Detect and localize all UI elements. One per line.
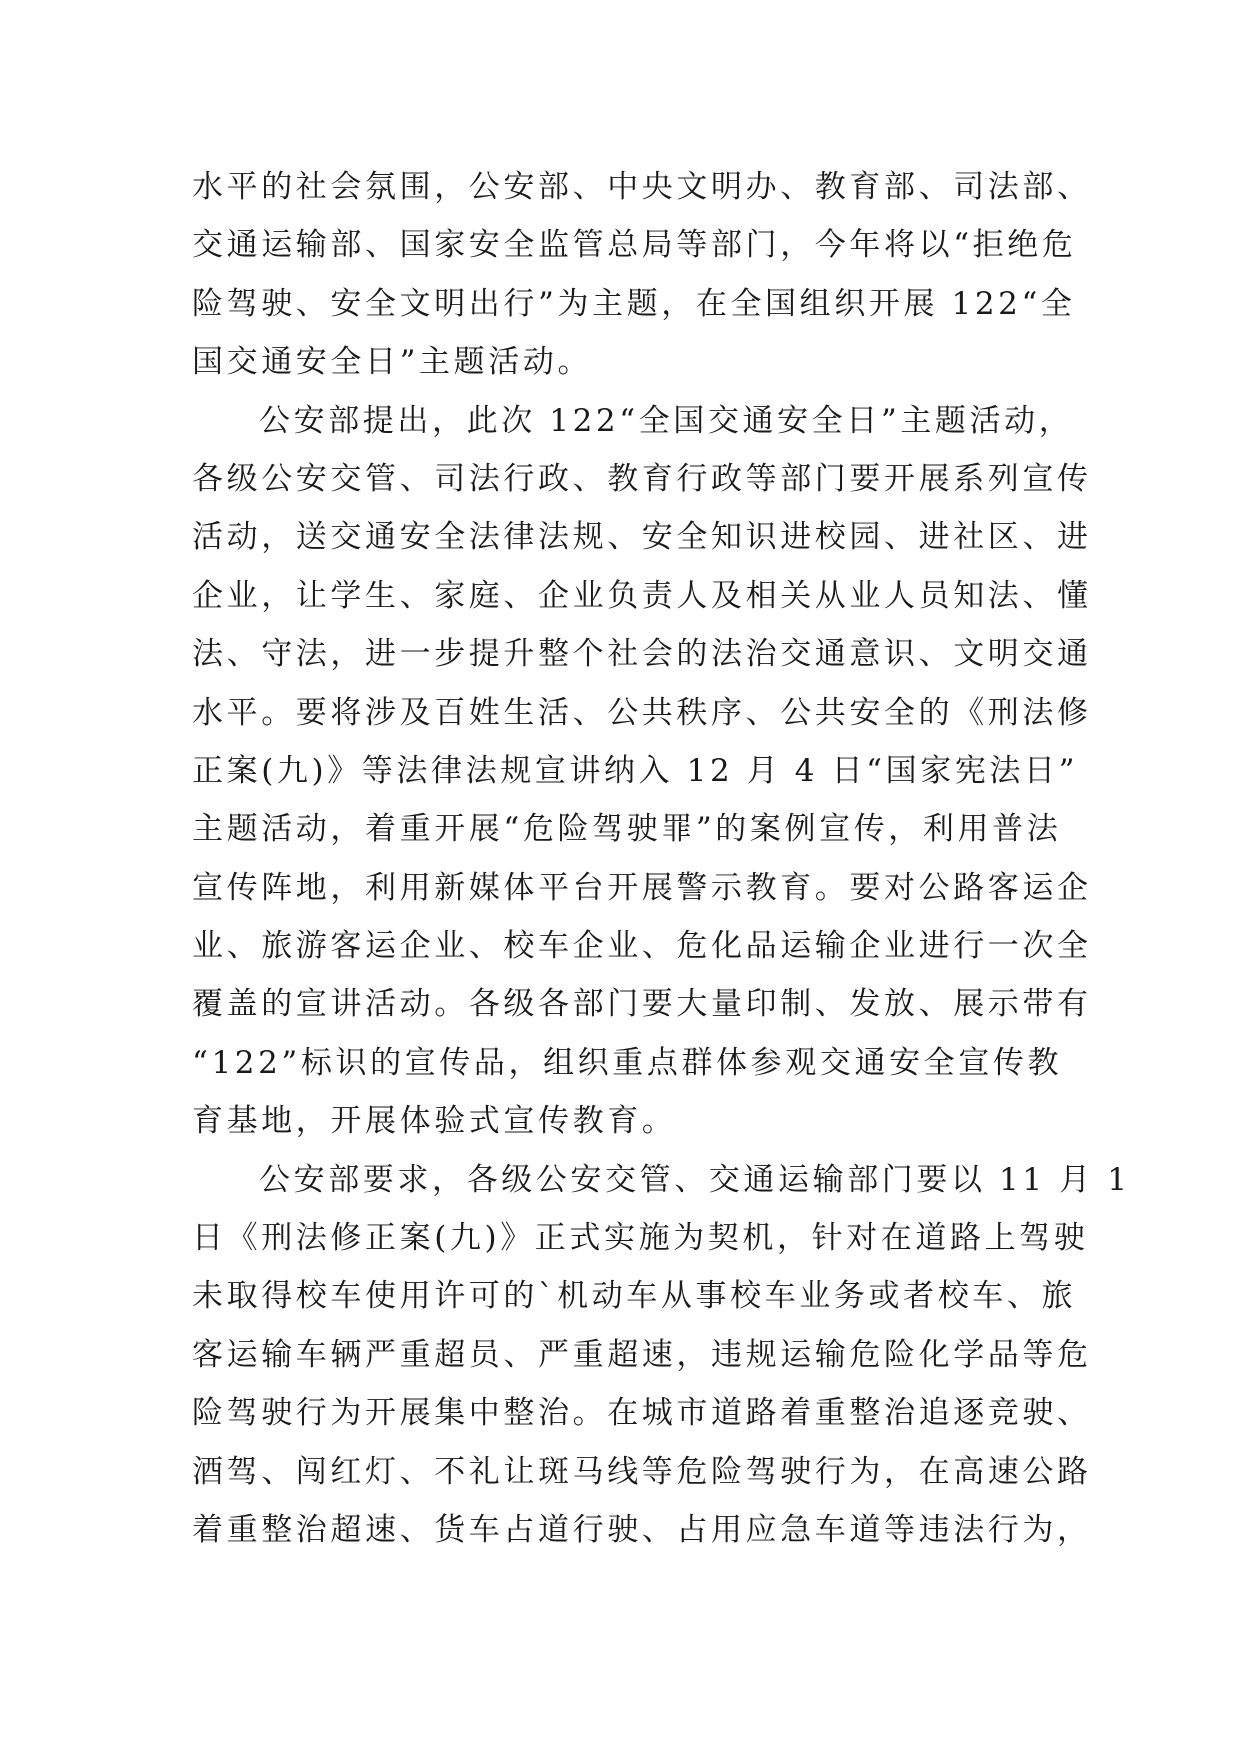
text-line: 企业，让学生、家庭、企业负责人及相关从业人员知法、懂	[192, 577, 1092, 614]
text-line: 育基地，开展体验式宣传教育。	[192, 1103, 677, 1140]
text-line: 覆盖的宣讲活动。各级各部门要大量印制、发放、展示带有	[192, 986, 1092, 1023]
text-line: 公安部要求，各级公安交管、交通运输部门要以 11 月 1	[259, 1161, 1131, 1198]
text-line: 着重整治超速、货车占道行驶、占用应急车道等违法行为，	[192, 1511, 1092, 1548]
text-line: 国交通安全日”主题活动。	[192, 344, 593, 381]
text-line: 险驾驶行为开展集中整治。在城市道路着重整治追逐竞驶、	[192, 1395, 1092, 1432]
text-line: 未取得校车使用许可的`机动车从事校车业务或者校车、旅	[192, 1278, 1077, 1315]
text-line: 正案(九)》等法律法规宣讲纳入 12 月 4 日“国家宪法日”	[192, 752, 1079, 789]
text-line: 日《刑法修正案(九)》正式实施为契机，针对在道路上驾驶	[192, 1220, 1089, 1257]
text-line: 公安部提出，此次 122“全国交通安全日”主题活动，	[259, 402, 1074, 439]
text-line: 宣传阵地，利用新媒体平台开展警示教育。要对公路客运企	[192, 869, 1092, 906]
paragraph-2	[192, 392, 1092, 1151]
text-line: 酒驾、闯红灯、不礼让斑马线等危险驾驶行为，在高速公路	[192, 1453, 1092, 1490]
text-line: 险驾驶、安全文明出行”为主题，在全国组织开展 122“全	[192, 285, 1076, 322]
text-line: 主题活动，着重开展“危险驾驶罪”的案例宣传，利用普法	[192, 811, 1062, 848]
paragraph-1	[192, 158, 1092, 392]
text-line: 业、旅游客运企业、校车企业、危化品运输企业进行一次全	[192, 928, 1092, 965]
document-body	[192, 158, 1131, 1559]
text-line: 水平。要将涉及百姓生活、公共秩序、公共安全的《刑法修	[192, 694, 1092, 731]
text-line: 活动，送交通安全法律法规、安全知识进校园、进社区、进	[192, 519, 1092, 556]
text-line: 水平的社会氛围，公安部、中央文明办、教育部、司法部、	[192, 169, 1092, 205]
paragraph-3	[192, 1151, 1131, 1560]
text-line: 交通运输部、国家安全监管总局等部门，今年将以“拒绝危	[192, 227, 1077, 264]
text-line: 各级公安交管、司法行政、教育行政等部门要开展系列宣传	[192, 460, 1092, 497]
text-line: 法、守法，进一步提升整个社会的法治交通意识、文明交通	[192, 636, 1092, 673]
text-line: “122”标识的宣传品，组织重点群体参观交通安全宣传教	[192, 1044, 1063, 1081]
text-line: 客运输车辆严重超员、严重超速，违规运输危险化学品等危	[192, 1336, 1092, 1373]
